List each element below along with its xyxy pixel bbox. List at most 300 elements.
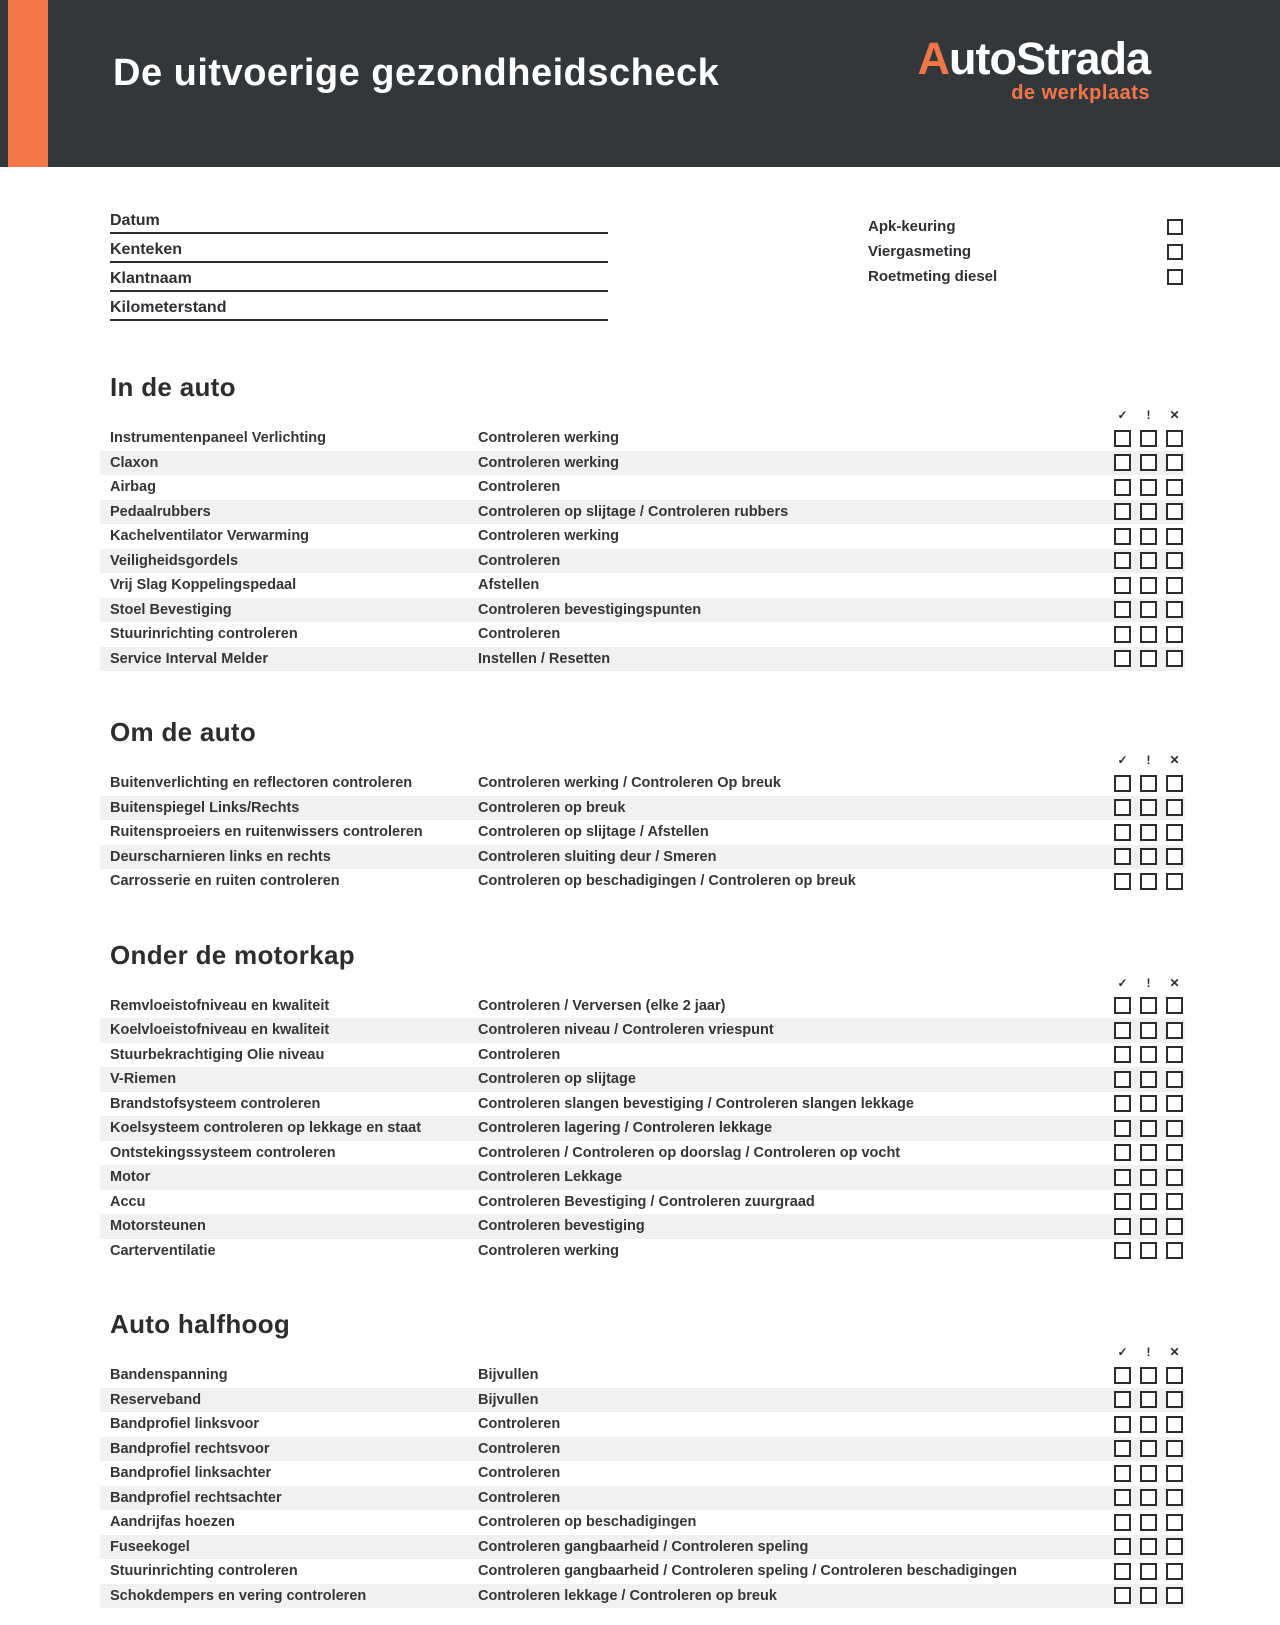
ok-checkbox[interactable] (1114, 430, 1131, 447)
ok-checkbox[interactable] (1114, 503, 1131, 520)
warn-checkbox[interactable] (1140, 1538, 1157, 1555)
row-item-label: V-Riemen (110, 1071, 177, 1088)
row-item-label: Stuurinrichting controleren (110, 1563, 298, 1580)
form-field-line[interactable] (110, 299, 608, 321)
ok-checkbox[interactable] (1114, 577, 1131, 594)
checklist-row (100, 1510, 1185, 1535)
checklist-row (100, 1412, 1185, 1437)
fail-checkbox[interactable] (1166, 799, 1183, 816)
checklist-row (100, 1239, 1185, 1264)
ok-checkbox[interactable] (1114, 1563, 1131, 1580)
exclamation-icon: ! (1146, 1345, 1151, 1359)
fail-checkbox[interactable] (1166, 873, 1183, 890)
logo-rest: utoStrada (948, 33, 1150, 84)
form-field-label: Kenteken (110, 241, 183, 258)
warn-checkbox[interactable] (1140, 454, 1157, 471)
row-item-label: Accu (110, 1193, 146, 1210)
checklist-row (100, 796, 1185, 821)
cross-icon: ✕ (1169, 408, 1180, 422)
fail-checkbox[interactable] (1166, 1391, 1183, 1408)
row-checkboxes (1114, 1391, 1185, 1408)
row-checkboxes (1114, 1563, 1185, 1580)
fail-checkbox[interactable] (1166, 430, 1183, 447)
warn-checkbox[interactable] (1140, 1587, 1157, 1604)
ok-checkbox[interactable] (1114, 1514, 1131, 1531)
warn-checkbox[interactable] (1140, 1242, 1157, 1259)
fail-checkbox[interactable] (1166, 1538, 1183, 1555)
exclamation-icon: ! (1146, 753, 1151, 767)
warn-checkbox[interactable] (1140, 1489, 1157, 1506)
fail-checkbox[interactable] (1166, 1563, 1183, 1580)
row-checkboxes (1114, 799, 1185, 816)
ok-checkbox[interactable] (1114, 1144, 1131, 1161)
checklist-row (100, 500, 1185, 525)
warn-checkbox[interactable] (1140, 1095, 1157, 1112)
fail-checkbox[interactable] (1166, 1071, 1183, 1088)
row-action-label: Controleren slangen bevestiging / Controleren slangen lekkage (478, 1095, 914, 1112)
row-action-label: Controleren sluiting deur / Smeren (478, 848, 717, 865)
checklist-content (100, 372, 1185, 1608)
row-action-label: Instellen / Resetten (478, 650, 611, 667)
section-title: In de auto (110, 372, 236, 402)
warn-checkbox[interactable] (1140, 1218, 1157, 1235)
warn-checkbox[interactable] (1140, 873, 1157, 890)
ok-checkbox[interactable] (1114, 626, 1131, 643)
fail-checkbox[interactable] (1166, 1587, 1183, 1604)
checklist-row (100, 1116, 1185, 1141)
row-checkboxes (1114, 1367, 1185, 1384)
warn-checkbox[interactable] (1140, 1071, 1157, 1088)
accent-strip (8, 0, 48, 167)
row-checkboxes (1114, 650, 1185, 667)
row-action-label: Controleren op slijtage / Controleren rubbers (478, 503, 789, 520)
warn-checkbox[interactable] (1140, 1193, 1157, 1210)
row-item-label: Koelsysteem controleren op lekkage en staat (110, 1120, 422, 1137)
row-checkboxes (1114, 1071, 1185, 1088)
fail-checkbox[interactable] (1166, 479, 1183, 496)
fail-checkbox[interactable] (1166, 1022, 1183, 1039)
row-checkboxes (1114, 1440, 1185, 1457)
ok-checkbox[interactable] (1114, 1218, 1131, 1235)
row-item-label: Bandprofiel rechtsvoor (110, 1440, 270, 1457)
row-action-label: Controleren op beschadigingen / Controleren op breuk (478, 873, 856, 890)
fail-checkbox[interactable] (1166, 1120, 1183, 1137)
row-item-label: Carrosserie en ruiten controleren (110, 873, 340, 890)
section-rows (100, 771, 1185, 894)
row-action-label: Controleren werking (478, 430, 619, 447)
service-option-label: Roetmeting diesel (868, 268, 998, 285)
warn-checkbox[interactable] (1140, 1046, 1157, 1063)
ok-checkbox[interactable] (1114, 1193, 1131, 1210)
row-item-label: Stuurinrichting controleren (110, 626, 298, 643)
row-action-label: Controleren lekkage / Controleren op breuk (478, 1587, 777, 1604)
row-item-label: Bandprofiel rechtsachter (110, 1489, 282, 1506)
warn-checkbox[interactable] (1140, 997, 1157, 1014)
fail-checkbox[interactable] (1166, 528, 1183, 545)
fail-checkbox[interactable] (1166, 1489, 1183, 1506)
row-action-label: Controleren op breuk (478, 799, 626, 816)
section-title: Onder de motorkap (110, 939, 355, 970)
warn-checkbox[interactable] (1140, 430, 1157, 447)
checklist-section (100, 940, 1185, 1264)
checklist-row (100, 1486, 1185, 1511)
fail-checkbox[interactable] (1166, 1144, 1183, 1161)
fail-checkbox[interactable] (1166, 1193, 1183, 1210)
warn-checkbox[interactable] (1140, 1563, 1157, 1580)
warn-checkbox[interactable] (1140, 799, 1157, 816)
section-rows (100, 1363, 1185, 1608)
section-title: Auto halfhoog (110, 1309, 291, 1339)
fail-checkbox[interactable] (1166, 1218, 1183, 1235)
row-action-label: Controleren op slijtage (478, 1071, 636, 1088)
row-item-label: Schokdempers en vering controleren (110, 1587, 367, 1604)
ok-checkbox[interactable] (1114, 997, 1131, 1014)
checklist-row (100, 1018, 1185, 1043)
row-item-label: Stoel Bevestiging (110, 601, 232, 618)
row-action-label: Controleren niveau / Controleren vriespunt (478, 1022, 774, 1039)
checklist-section (100, 1309, 1185, 1608)
warn-checkbox[interactable] (1140, 552, 1157, 569)
row-action-label: Controleren Lekkage (478, 1169, 623, 1186)
checklist-section (100, 717, 1185, 894)
row-checkboxes (1114, 503, 1185, 520)
form-field-line[interactable] (110, 270, 608, 292)
checklist-row (100, 1437, 1185, 1462)
warn-checkbox[interactable] (1140, 1144, 1157, 1161)
warn-checkbox[interactable] (1140, 848, 1157, 865)
warn-checkbox[interactable] (1140, 1367, 1157, 1384)
warn-checkbox[interactable] (1140, 1465, 1157, 1482)
ok-checkbox[interactable] (1114, 1587, 1131, 1604)
ok-checkbox[interactable] (1114, 1071, 1131, 1088)
row-checkboxes (1114, 1416, 1185, 1433)
service-option-label: Viergasmeting (868, 243, 972, 260)
service-option-checkbox[interactable] (1167, 269, 1183, 285)
page-title: De uitvoerige gezondheidscheck (113, 52, 720, 94)
row-item-label: Remvloeistofniveau en kwaliteit (110, 997, 330, 1014)
service-options (868, 214, 1183, 289)
ok-checkbox[interactable] (1114, 824, 1131, 841)
fail-checkbox[interactable] (1166, 1465, 1183, 1482)
row-item-label: Deurscharnieren links en rechts (110, 848, 331, 865)
fail-checkbox[interactable] (1166, 1514, 1183, 1531)
checklist-row (100, 647, 1185, 672)
checklist-row (100, 524, 1185, 549)
warn-checkbox[interactable] (1140, 626, 1157, 643)
row-action-label: Afstellen (478, 577, 540, 594)
row-checkboxes (1114, 1242, 1185, 1259)
row-action-label: Controleren werking (478, 454, 619, 471)
check-icon: ✓ (1117, 408, 1128, 422)
status-legend (100, 753, 1185, 767)
row-checkboxes (1114, 1046, 1185, 1063)
row-action-label: Bijvullen (478, 1391, 539, 1408)
row-checkboxes (1114, 1022, 1185, 1039)
row-checkboxes (1114, 997, 1185, 1014)
ok-checkbox[interactable] (1114, 1120, 1131, 1137)
warn-checkbox[interactable] (1140, 479, 1157, 496)
form-field-label: Kilometerstand (110, 299, 227, 316)
checklist-row (100, 994, 1185, 1019)
row-item-label: Carterventilatie (110, 1242, 216, 1259)
autostrada-logo (917, 33, 1150, 104)
fail-checkbox[interactable] (1166, 503, 1183, 520)
fail-checkbox[interactable] (1166, 997, 1183, 1014)
row-action-label: Controleren werking / Controleren Op breuk (478, 775, 781, 792)
fail-checkbox[interactable] (1166, 552, 1183, 569)
row-item-label: Kachelventilator Verwarming (110, 528, 310, 545)
row-item-label: Ontstekingssysteem controleren (110, 1144, 336, 1161)
row-checkboxes (1114, 430, 1185, 447)
row-action-label: Controleren op slijtage / Afstellen (478, 824, 709, 841)
fail-checkbox[interactable] (1166, 1095, 1183, 1112)
ok-checkbox[interactable] (1114, 1538, 1131, 1555)
checklist-row (100, 622, 1185, 647)
row-action-label: Controleren bevestiging (478, 1218, 645, 1235)
checklist-row (100, 1584, 1185, 1609)
ok-checkbox[interactable] (1114, 1095, 1131, 1112)
row-checkboxes (1114, 824, 1185, 841)
checklist-row (100, 1141, 1185, 1166)
row-item-label: Bandenspanning (110, 1367, 228, 1384)
ok-checkbox[interactable] (1114, 1242, 1131, 1259)
form-fields (110, 212, 608, 328)
warn-checkbox[interactable] (1140, 1169, 1157, 1186)
check-icon: ✓ (1117, 753, 1128, 767)
checklist-row (100, 451, 1185, 476)
row-checkboxes (1114, 873, 1185, 890)
checklist-row (100, 1559, 1185, 1584)
ok-checkbox[interactable] (1114, 1046, 1131, 1063)
service-option-label: Apk-keuring (868, 218, 956, 235)
fail-checkbox[interactable] (1166, 454, 1183, 471)
checklist-section (100, 372, 1185, 671)
row-item-label: Motor (110, 1169, 151, 1186)
row-action-label: Controleren (478, 1489, 561, 1506)
row-item-label: Stuurbekrachtiging Olie niveau (110, 1046, 325, 1063)
ok-checkbox[interactable] (1114, 650, 1131, 667)
row-checkboxes (1114, 1120, 1185, 1137)
warn-checkbox[interactable] (1140, 1022, 1157, 1039)
ok-checkbox[interactable] (1114, 799, 1131, 816)
fail-checkbox[interactable] (1166, 824, 1183, 841)
section-rows (100, 994, 1185, 1264)
row-action-label: Controleren (478, 1465, 561, 1482)
checklist-row (100, 1092, 1185, 1117)
row-item-label: Claxon (110, 454, 159, 471)
service-option-checkbox[interactable] (1167, 244, 1183, 260)
row-checkboxes (1114, 626, 1185, 643)
fail-checkbox[interactable] (1166, 1367, 1183, 1384)
cross-icon: ✕ (1169, 975, 1180, 990)
ok-checkbox[interactable] (1114, 848, 1131, 865)
service-option (868, 214, 1183, 239)
service-option (868, 264, 1183, 289)
row-item-label: Buitenverlichting en reflectoren controleren (110, 775, 413, 792)
row-item-label: Vrij Slag Koppelingspedaal (110, 577, 297, 594)
ok-checkbox[interactable] (1114, 454, 1131, 471)
ok-checkbox[interactable] (1114, 601, 1131, 618)
ok-checkbox[interactable] (1114, 1416, 1131, 1433)
fail-checkbox[interactable] (1166, 1169, 1183, 1186)
checklist-row (100, 1190, 1185, 1215)
row-checkboxes (1114, 848, 1185, 865)
row-checkboxes (1114, 1514, 1185, 1531)
row-item-label: Pedaalrubbers (110, 503, 211, 520)
checklist-row (100, 549, 1185, 574)
warn-checkbox[interactable] (1140, 528, 1157, 545)
row-checkboxes (1114, 479, 1185, 496)
ok-checkbox[interactable] (1114, 1367, 1131, 1384)
form-field-label: Datum (110, 212, 160, 229)
row-checkboxes (1114, 552, 1185, 569)
exclamation-icon: ! (1146, 408, 1151, 422)
ok-checkbox[interactable] (1114, 1489, 1131, 1506)
row-action-label: Controleren Bevestiging / Controleren zuurgraad (478, 1193, 815, 1210)
logo-tagline: de werkplaats (1011, 82, 1150, 104)
row-item-label: Brandstofsysteem controleren (110, 1095, 321, 1112)
check-icon: ✓ (1117, 1345, 1128, 1359)
row-checkboxes (1114, 1465, 1185, 1482)
row-item-label: Reserveband (110, 1391, 202, 1408)
status-legend (100, 408, 1185, 422)
row-checkboxes (1114, 1193, 1185, 1210)
row-action-label: Controleren (478, 1046, 561, 1063)
row-action-label: Controleren lagering / Controleren lekkage (478, 1120, 773, 1137)
ok-checkbox[interactable] (1114, 873, 1131, 890)
row-item-label: Aandrijfas hoezen (110, 1514, 235, 1531)
row-checkboxes (1114, 1218, 1185, 1235)
row-action-label: Controleren werking (478, 1242, 619, 1259)
row-action-label: Controleren gangbaarheid / Controleren speling / Controleren beschadigingen (478, 1563, 1017, 1580)
ok-checkbox[interactable] (1114, 1022, 1131, 1039)
fail-checkbox[interactable] (1166, 848, 1183, 865)
row-action-label: Bijvullen (478, 1367, 539, 1384)
row-item-label: Service Interval Melder (110, 650, 268, 667)
warn-checkbox[interactable] (1140, 1120, 1157, 1137)
warn-checkbox[interactable] (1140, 1440, 1157, 1457)
row-action-label: Controleren op beschadigingen (478, 1514, 697, 1531)
warn-checkbox[interactable] (1140, 824, 1157, 841)
warn-checkbox[interactable] (1140, 1416, 1157, 1433)
checklist-row (100, 598, 1185, 623)
warn-checkbox[interactable] (1140, 775, 1157, 792)
row-checkboxes (1114, 1587, 1185, 1604)
row-checkboxes (1114, 1169, 1185, 1186)
row-item-label: Motorsteunen (110, 1218, 206, 1235)
row-item-label: Veiligheidsgordels (110, 552, 239, 569)
row-item-label: Fuseekogel (110, 1538, 190, 1555)
warn-checkbox[interactable] (1140, 601, 1157, 618)
ok-checkbox[interactable] (1114, 528, 1131, 545)
row-item-label: Bandprofiel linksvoor (110, 1416, 260, 1433)
checklist-row (100, 820, 1185, 845)
ok-checkbox[interactable] (1114, 1440, 1131, 1457)
fail-checkbox[interactable] (1166, 1440, 1183, 1457)
logo-accent-letter: A (917, 33, 949, 84)
fail-checkbox[interactable] (1166, 601, 1183, 618)
fail-checkbox[interactable] (1166, 577, 1183, 594)
checklist-row (100, 869, 1185, 894)
checklist-row (100, 1363, 1185, 1388)
row-item-label: Ruitensproeiers en ruitenwissers controleren (110, 824, 423, 841)
ok-checkbox[interactable] (1114, 552, 1131, 569)
checklist-row (100, 1067, 1185, 1092)
ok-checkbox[interactable] (1114, 775, 1131, 792)
row-checkboxes (1114, 601, 1185, 618)
status-legend (100, 1345, 1185, 1359)
form-field-line[interactable] (110, 212, 608, 234)
row-checkboxes (1114, 454, 1185, 471)
warn-checkbox[interactable] (1140, 650, 1157, 667)
row-checkboxes (1114, 775, 1185, 792)
ok-checkbox[interactable] (1114, 1169, 1131, 1186)
checklist-row (100, 1214, 1185, 1239)
fail-checkbox[interactable] (1166, 1046, 1183, 1063)
checklist-row (100, 1461, 1185, 1486)
ok-checkbox[interactable] (1114, 1465, 1131, 1482)
checklist-row (100, 475, 1185, 500)
checklist-row (100, 1535, 1185, 1560)
service-option-checkbox[interactable] (1167, 219, 1183, 235)
row-action-label: Controleren (478, 1440, 561, 1457)
fail-checkbox[interactable] (1166, 650, 1183, 667)
row-action-label: Controleren gangbaarheid / Controleren speling (478, 1538, 809, 1555)
form-field-label: Klantnaam (110, 270, 192, 287)
fail-checkbox[interactable] (1166, 1242, 1183, 1259)
row-action-label: Controleren (478, 479, 561, 496)
checklist-row (100, 1388, 1185, 1413)
ok-checkbox[interactable] (1114, 1391, 1131, 1408)
status-legend (100, 976, 1185, 990)
cross-icon: ✕ (1169, 753, 1180, 767)
row-action-label: Controleren / Verversen (elke 2 jaar) (478, 997, 726, 1014)
section-rows (100, 426, 1185, 671)
checklist-row (100, 573, 1185, 598)
checklist-row (100, 1165, 1185, 1190)
row-checkboxes (1114, 1095, 1185, 1112)
fail-checkbox[interactable] (1166, 775, 1183, 792)
masthead (0, 0, 1280, 167)
row-action-label: Controleren werking (478, 528, 619, 545)
fail-checkbox[interactable] (1166, 626, 1183, 643)
fail-checkbox[interactable] (1166, 1416, 1183, 1433)
row-item-label: Instrumentenpaneel Verlichting (110, 430, 326, 447)
warn-checkbox[interactable] (1140, 1514, 1157, 1531)
cross-icon: ✕ (1169, 1345, 1180, 1359)
row-checkboxes (1114, 577, 1185, 594)
warn-checkbox[interactable] (1140, 1391, 1157, 1408)
section-title: Om de auto (110, 717, 257, 747)
row-item-label: Koelvloeistofniveau en kwaliteit (110, 1022, 330, 1039)
ok-checkbox[interactable] (1114, 479, 1131, 496)
exclamation-icon: ! (1146, 975, 1151, 990)
form-field-line[interactable] (110, 241, 608, 263)
checklist-row (100, 1043, 1185, 1068)
checklist-row (100, 845, 1185, 870)
checklist-row (100, 426, 1185, 451)
row-checkboxes (1114, 1489, 1185, 1506)
row-action-label: Controleren / Controleren op doorslag / Controleren op vocht (478, 1144, 901, 1161)
check-icon: ✓ (1117, 975, 1128, 990)
logo-wordmark (917, 33, 1150, 84)
row-action-label: Controleren (478, 1416, 561, 1433)
row-item-label: Bandprofiel linksachter (110, 1465, 272, 1482)
row-checkboxes (1114, 1144, 1185, 1161)
warn-checkbox[interactable] (1140, 503, 1157, 520)
row-item-label: Airbag (110, 479, 156, 496)
warn-checkbox[interactable] (1140, 577, 1157, 594)
